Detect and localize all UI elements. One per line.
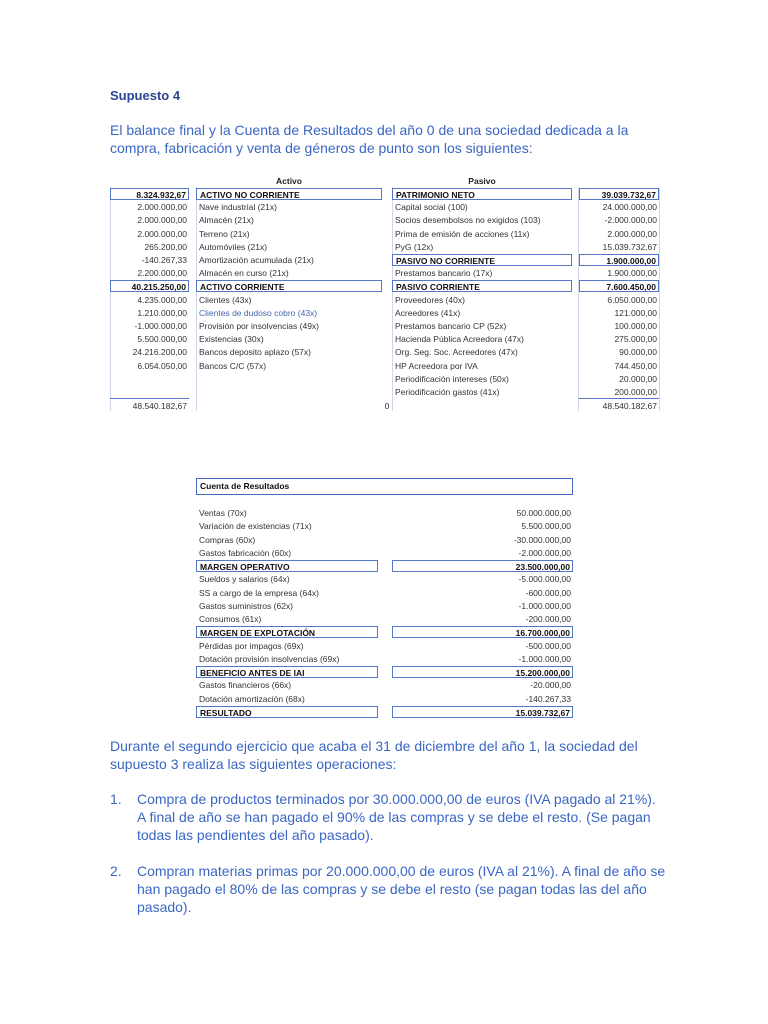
activo-label: Existencias (30x) [199, 334, 264, 345]
activo-label: Clientes (43x) [199, 294, 252, 305]
cuenta-amount: 50.000.000,00 [516, 508, 571, 518]
pasivo-label: Prima de emisión de acciones (11x) [395, 228, 530, 239]
cuenta-label: Consumos (61x) [199, 614, 262, 624]
activo-label: Provisión por insolvencias (49x) [199, 321, 319, 331]
pasivo-label: PASIVO CORRIENTE [392, 280, 572, 292]
cuenta-label: Variación de existencias (71x) [199, 521, 312, 532]
activo-label: Automóviles (21x) [199, 241, 268, 252]
cuenta-amount: -5.000.000,00 [518, 574, 571, 585]
activo-header: Activo [276, 176, 302, 186]
pasivo-amount: 1.900.000,00 [607, 268, 657, 279]
activo-amount: 4.235.000,00 [137, 294, 187, 305]
pasivo-label: PASIVO NO CORRIENTE [392, 254, 572, 266]
pasivo-amount: 2.000.000,00 [607, 228, 657, 239]
pasivo-amount: 24.000.000,00 [602, 202, 657, 213]
total-activo: 48.540.182,67 [132, 401, 187, 411]
cuenta-label: Dotación amortización (68x) [199, 693, 305, 704]
activo-amount: 265.200,00 [144, 241, 187, 252]
pasivo-header: Pasivo [468, 176, 496, 186]
activo-label: Almacén en curso (21x) [199, 268, 289, 279]
activo-label: Almacén (21x) [199, 215, 254, 226]
pasivo-amount: 100.000,00 [614, 321, 657, 331]
cuenta-label: Compras (60x) [199, 534, 256, 545]
pasivo-amount: 744.450,00 [614, 360, 657, 371]
activo-label: Nave industrial (21x) [199, 202, 277, 213]
balance-difference: 0 [384, 401, 390, 411]
activo-label: Clientes de dudoso cobro (43x) [199, 307, 318, 318]
activo-amount: 2.000.000,00 [137, 215, 187, 226]
pasivo-amount: 1.900.000,00 [579, 254, 659, 266]
cuenta-label: MARGEN DE EXPLOTACIÓN [196, 626, 378, 638]
activo-label: Bancos deposito aplazo (57x) [199, 347, 311, 358]
pasivo-amount: 121.000,00 [614, 307, 657, 318]
cuenta-label: SS a cargo de la empresa (64x) [199, 587, 320, 598]
intro-paragraph: El balance final y la Cuenta de Resultados del año 0 de una sociedad dedicada a la compra, fabricación y venta de géneros de punto son los siguientes: [110, 122, 629, 156]
pasivo-amount: 275.000,00 [614, 334, 657, 345]
pasivo-amount: 15.039.732,67 [602, 241, 657, 252]
cuenta-label: Gastos fabricación (60x) [199, 547, 292, 558]
cuenta-amount: 23.500.000,00 [392, 560, 573, 572]
cuenta-label: Ventas (70x) [199, 508, 247, 518]
item-text: Compran materias primas por 20.000.000,00 de euros (IVA al 21%). A final de año se han pagado el 80% de las compras y se debe el resto (se pagan todas las del año pasado). [137, 863, 666, 915]
pasivo-amount: 39.039.732,67 [579, 188, 659, 200]
pasivo-label: Org. Seg. Soc. Acreedores (47x) [395, 347, 518, 358]
pasivo-label: Capital social (100) [395, 202, 468, 213]
cuenta-amount: -1.000.000,00 [518, 653, 571, 664]
total-pasivo: 48.540.182,67 [602, 401, 657, 411]
total-rule [579, 398, 659, 399]
activo-amount: 5.500.000,00 [137, 334, 187, 345]
operations-intro: Durante el segundo ejercicio que acaba el 31 de diciembre del año 1, la sociedad del supuesto 3 realiza las siguientes operaciones: [110, 738, 638, 772]
pasivo-label: PATRIMONIO NETO [392, 188, 572, 200]
cuenta-amount: 15.039.732,67 [392, 706, 573, 718]
cuenta-amount: 15.200.000,00 [392, 666, 573, 678]
activo-amount: -140.267,33 [141, 255, 187, 265]
column-guide [659, 187, 660, 411]
item-text: Compra de productos terminados por 30.000.000,00 de euros (IVA pagado al 21%). A final de año se han pagado el 90% de las compras y se debe el resto. (Se pagan todas las pendientes del año pasado). [137, 791, 656, 843]
activo-label: Amortización acumulada (21x) [199, 255, 314, 265]
cuenta-amount: -30.000.000,00 [513, 534, 571, 545]
pasivo-amount: 200.000,00 [614, 387, 657, 397]
activo-amount: 2.000.000,00 [137, 228, 187, 239]
cuenta-label: Gastos suministros (62x) [199, 600, 293, 611]
cuenta-amount: -600.000,00 [525, 587, 571, 598]
cuenta-amount: -500.000,00 [525, 640, 571, 651]
cuenta-label: BENEFICIO ANTES DE IAI [196, 666, 378, 678]
activo-amount: 6.054.050,00 [137, 360, 187, 371]
pasivo-amount: 6.050.000,00 [607, 294, 657, 305]
activo-label: Bancos C/C (57x) [199, 360, 267, 371]
cuenta-amount: -200.000,00 [525, 614, 571, 624]
pasivo-label: Prestamos bancario CP (52x) [395, 321, 507, 331]
pasivo-label: Hacienda Pública Acreedora (47x) [395, 334, 524, 345]
activo-amount: 2.000.000,00 [137, 202, 187, 213]
pasivo-amount: 90.000,00 [619, 347, 657, 358]
pasivo-label: Socios desembolsos no exigidos (103) [395, 215, 541, 226]
page-title: Supuesto 4 [110, 88, 181, 103]
cuenta-label: Pérdidas por impagos (69x) [199, 640, 304, 651]
cuenta-label: Dotación provisión insolvencias (69x) [199, 653, 340, 664]
cuenta-amount: 5.500.000,00 [521, 521, 571, 532]
activo-label: ACTIVO NO CORRIENTE [196, 188, 382, 200]
pasivo-label: Acreedores (41x) [395, 307, 461, 318]
cuenta-title: Cuenta de Resultados [196, 478, 573, 495]
item-number: 1. [110, 791, 122, 807]
activo-amount: 2.200.000,00 [137, 268, 187, 279]
cuenta-amount: 16.700.000,00 [392, 626, 573, 638]
pasivo-label: Periodificación intereses (50x) [395, 373, 509, 384]
cuenta-label: Sueldos y salarios (64x) [199, 574, 290, 585]
item-number: 2. [110, 863, 122, 879]
cuenta-amount: -20.000,00 [530, 680, 571, 691]
cuenta-amount: -140.267,33 [525, 693, 571, 704]
pasivo-label: Periodificación gastos (41x) [395, 387, 500, 397]
activo-amount: 40.215.250,00 [110, 280, 189, 292]
pasivo-label: Prestamos bancario (17x) [395, 268, 493, 279]
activo-label: Terreno (21x) [199, 228, 250, 239]
pasivo-amount: -2.000.000,00 [604, 215, 657, 226]
cuenta-label: RESULTADO [196, 706, 378, 718]
total-rule [110, 398, 189, 399]
pasivo-label: Proveedores (40x) [395, 294, 465, 305]
cuenta-label: Gastos financieros (66x) [199, 680, 292, 691]
pasivo-label: PyG (12x) [395, 241, 434, 252]
activo-label: ACTIVO CORRIENTE [196, 280, 382, 292]
activo-amount: 8.324.932,67 [110, 188, 189, 200]
pasivo-amount: 7.600.450,00 [579, 280, 659, 292]
cuenta-amount: -2.000.000,00 [518, 547, 571, 558]
cuenta-amount: -1.000.000,00 [518, 600, 571, 611]
pasivo-label: HP Acreedora por IVA [395, 360, 478, 371]
activo-amount: 1.210.000,00 [137, 307, 187, 318]
cuenta-label: MARGEN OPERATIVO [196, 560, 378, 572]
pasivo-amount: 20.000,00 [619, 373, 657, 384]
activo-amount: -1.000.000,00 [134, 321, 187, 331]
activo-amount: 24.216.200,00 [132, 347, 187, 358]
